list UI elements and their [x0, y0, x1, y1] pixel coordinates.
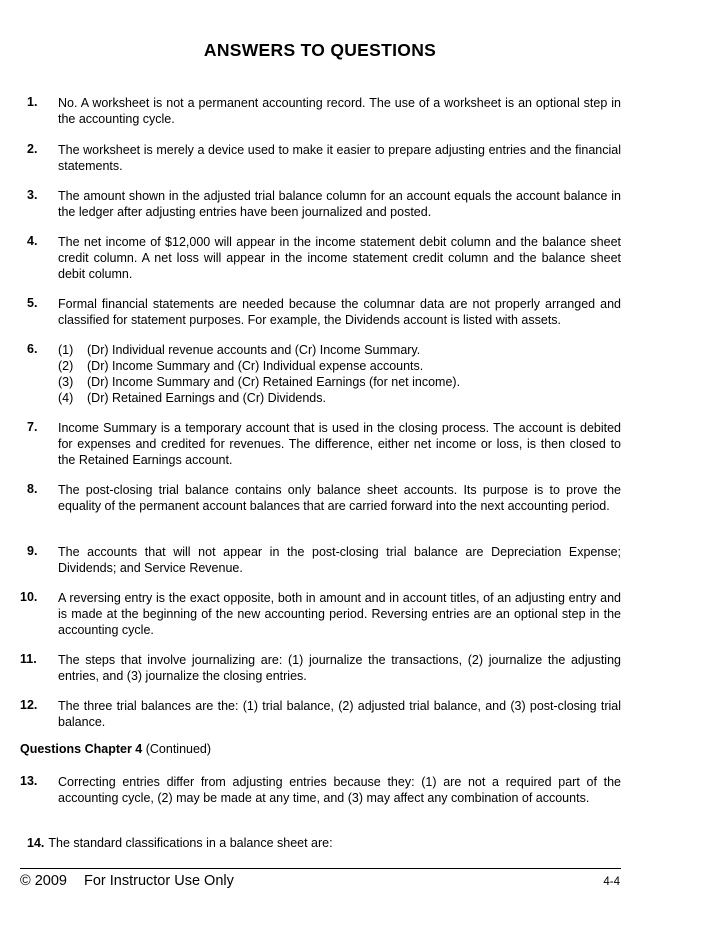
answer-item: [20, 590, 621, 638]
answer-text: The worksheet is merely a device used to make it easier to prepare adjusting entries and the financial statements.: [58, 143, 621, 173]
list-item-text: (Dr) Income Summary and (Cr) Retained Earnings (for net income).: [87, 375, 461, 389]
answer-item: [20, 774, 621, 806]
answer-item: [20, 142, 621, 174]
answer-item: [20, 188, 621, 220]
answer-number: 11.: [20, 652, 37, 666]
answer-item: [20, 482, 621, 514]
answer-item: [20, 234, 621, 282]
answer-item: [20, 698, 621, 730]
list-item-text: (Dr) Individual revenue accounts and (Cr) Income Summary.: [87, 343, 421, 357]
page-title: ANSWERS TO QUESTIONS: [203, 40, 437, 60]
answer-number: 4.: [27, 234, 38, 248]
answer-text: A reversing entry is the exact opposite, both in amount and in account titles, of an adjusting entry and is made at the beginning of the new accounting period. Reversing entries are an optional step in the accounting cycle.: [58, 591, 621, 637]
footer-copyright: © 2009: [20, 873, 67, 889]
answer-text: Correcting entries differ from adjusting entries because they: (1) are not a required part of the accounting cycle, (2) may be made at any time, and (3) may affect any combination of accounts.: [58, 775, 621, 805]
list-item: [58, 342, 621, 358]
answer-number: 6.: [27, 342, 38, 356]
section-heading: [20, 742, 211, 756]
list-item: [58, 390, 621, 406]
answer-text: The accounts that will not appear in the post-closing trial balance are Depreciation Expense; Dividends; and Service Revenue.: [58, 545, 621, 575]
answer-number: 2.: [27, 142, 38, 156]
answer-number: 10.: [20, 590, 38, 604]
answer-number: 12.: [20, 698, 38, 712]
closing-entries-list: [58, 342, 621, 406]
answer-text: The steps that involve journalizing are: (1) journalize the transactions, (2) journalize the adjusting entries, and (3) journalize the closing entries.: [58, 653, 621, 683]
answer-number: 13.: [20, 774, 38, 788]
answer-item: [20, 420, 621, 468]
footer-divider: [20, 868, 621, 869]
answer-number: 1.: [27, 95, 38, 109]
list-item-text: (Dr) Retained Earnings and (Cr) Dividends.: [87, 391, 326, 405]
answer-text: The amount shown in the adjusted trial balance column for an account equals the account balance in the ledger after adjusting entries have been journalized and posted.: [58, 189, 621, 219]
list-item: [58, 374, 621, 390]
answer-item: [20, 296, 621, 328]
answer-item: [20, 544, 621, 576]
answer-text: The post-closing trial balance contains only balance sheet accounts. Its purpose is to prove the equality of the permanent account balances that are carried forward into the next accounting period.: [58, 483, 621, 513]
answer-text: Formal financial statements are needed because the columnar data are not properly arranged and classified for statement purposes. For example, the Dividends account is listed with assets.: [58, 297, 621, 327]
answer-number: 14.: [27, 836, 45, 850]
answer-number: 5.: [27, 296, 38, 310]
list-item-number: (4): [58, 391, 74, 405]
answer-text: Income Summary is a temporary account that is used in the closing process. The account is debited for expenses and credited for revenues. The difference, either net income or loss, is then closed to the Retained Earnings account.: [58, 421, 621, 467]
answer-item: [27, 836, 333, 850]
answer-item: [20, 342, 621, 406]
list-item: [58, 358, 621, 374]
answer-number: 7.: [27, 420, 38, 434]
answer-number: 8.: [27, 482, 38, 496]
list-item-number: (1): [58, 343, 74, 357]
list-item-number: (2): [58, 359, 74, 373]
section-heading-title: Questions Chapter 4: [20, 742, 143, 756]
answer-number: 9.: [27, 544, 38, 558]
answer-item: [20, 95, 621, 127]
answer-text: No. A worksheet is not a permanent accounting record. The use of a worksheet is an optional step in the accounting cycle.: [58, 96, 621, 126]
page-number: 4-4: [603, 876, 620, 888]
answer-text: The net income of $12,000 will appear in the income statement debit column and the balance sheet credit column. A net loss will appear in the income statement credit column and the balance sheet debit column.: [58, 235, 621, 281]
answer-number: 3.: [27, 188, 38, 202]
section-heading-suffix: (Continued): [142, 742, 212, 756]
footer-note: For Instructor Use Only: [83, 873, 234, 889]
answer-text: The standard classifications in a balance sheet are:: [48, 836, 333, 850]
answer-text: The three trial balances are the: (1) trial balance, (2) adjusted trial balance, and (3) post-closing trial balance.: [58, 699, 621, 729]
footer-left: [20, 873, 251, 889]
answer-item: [20, 652, 621, 684]
list-item-text: (Dr) Income Summary and (Cr) Individual expense accounts.: [87, 359, 424, 373]
list-item-number: (3): [58, 375, 74, 389]
